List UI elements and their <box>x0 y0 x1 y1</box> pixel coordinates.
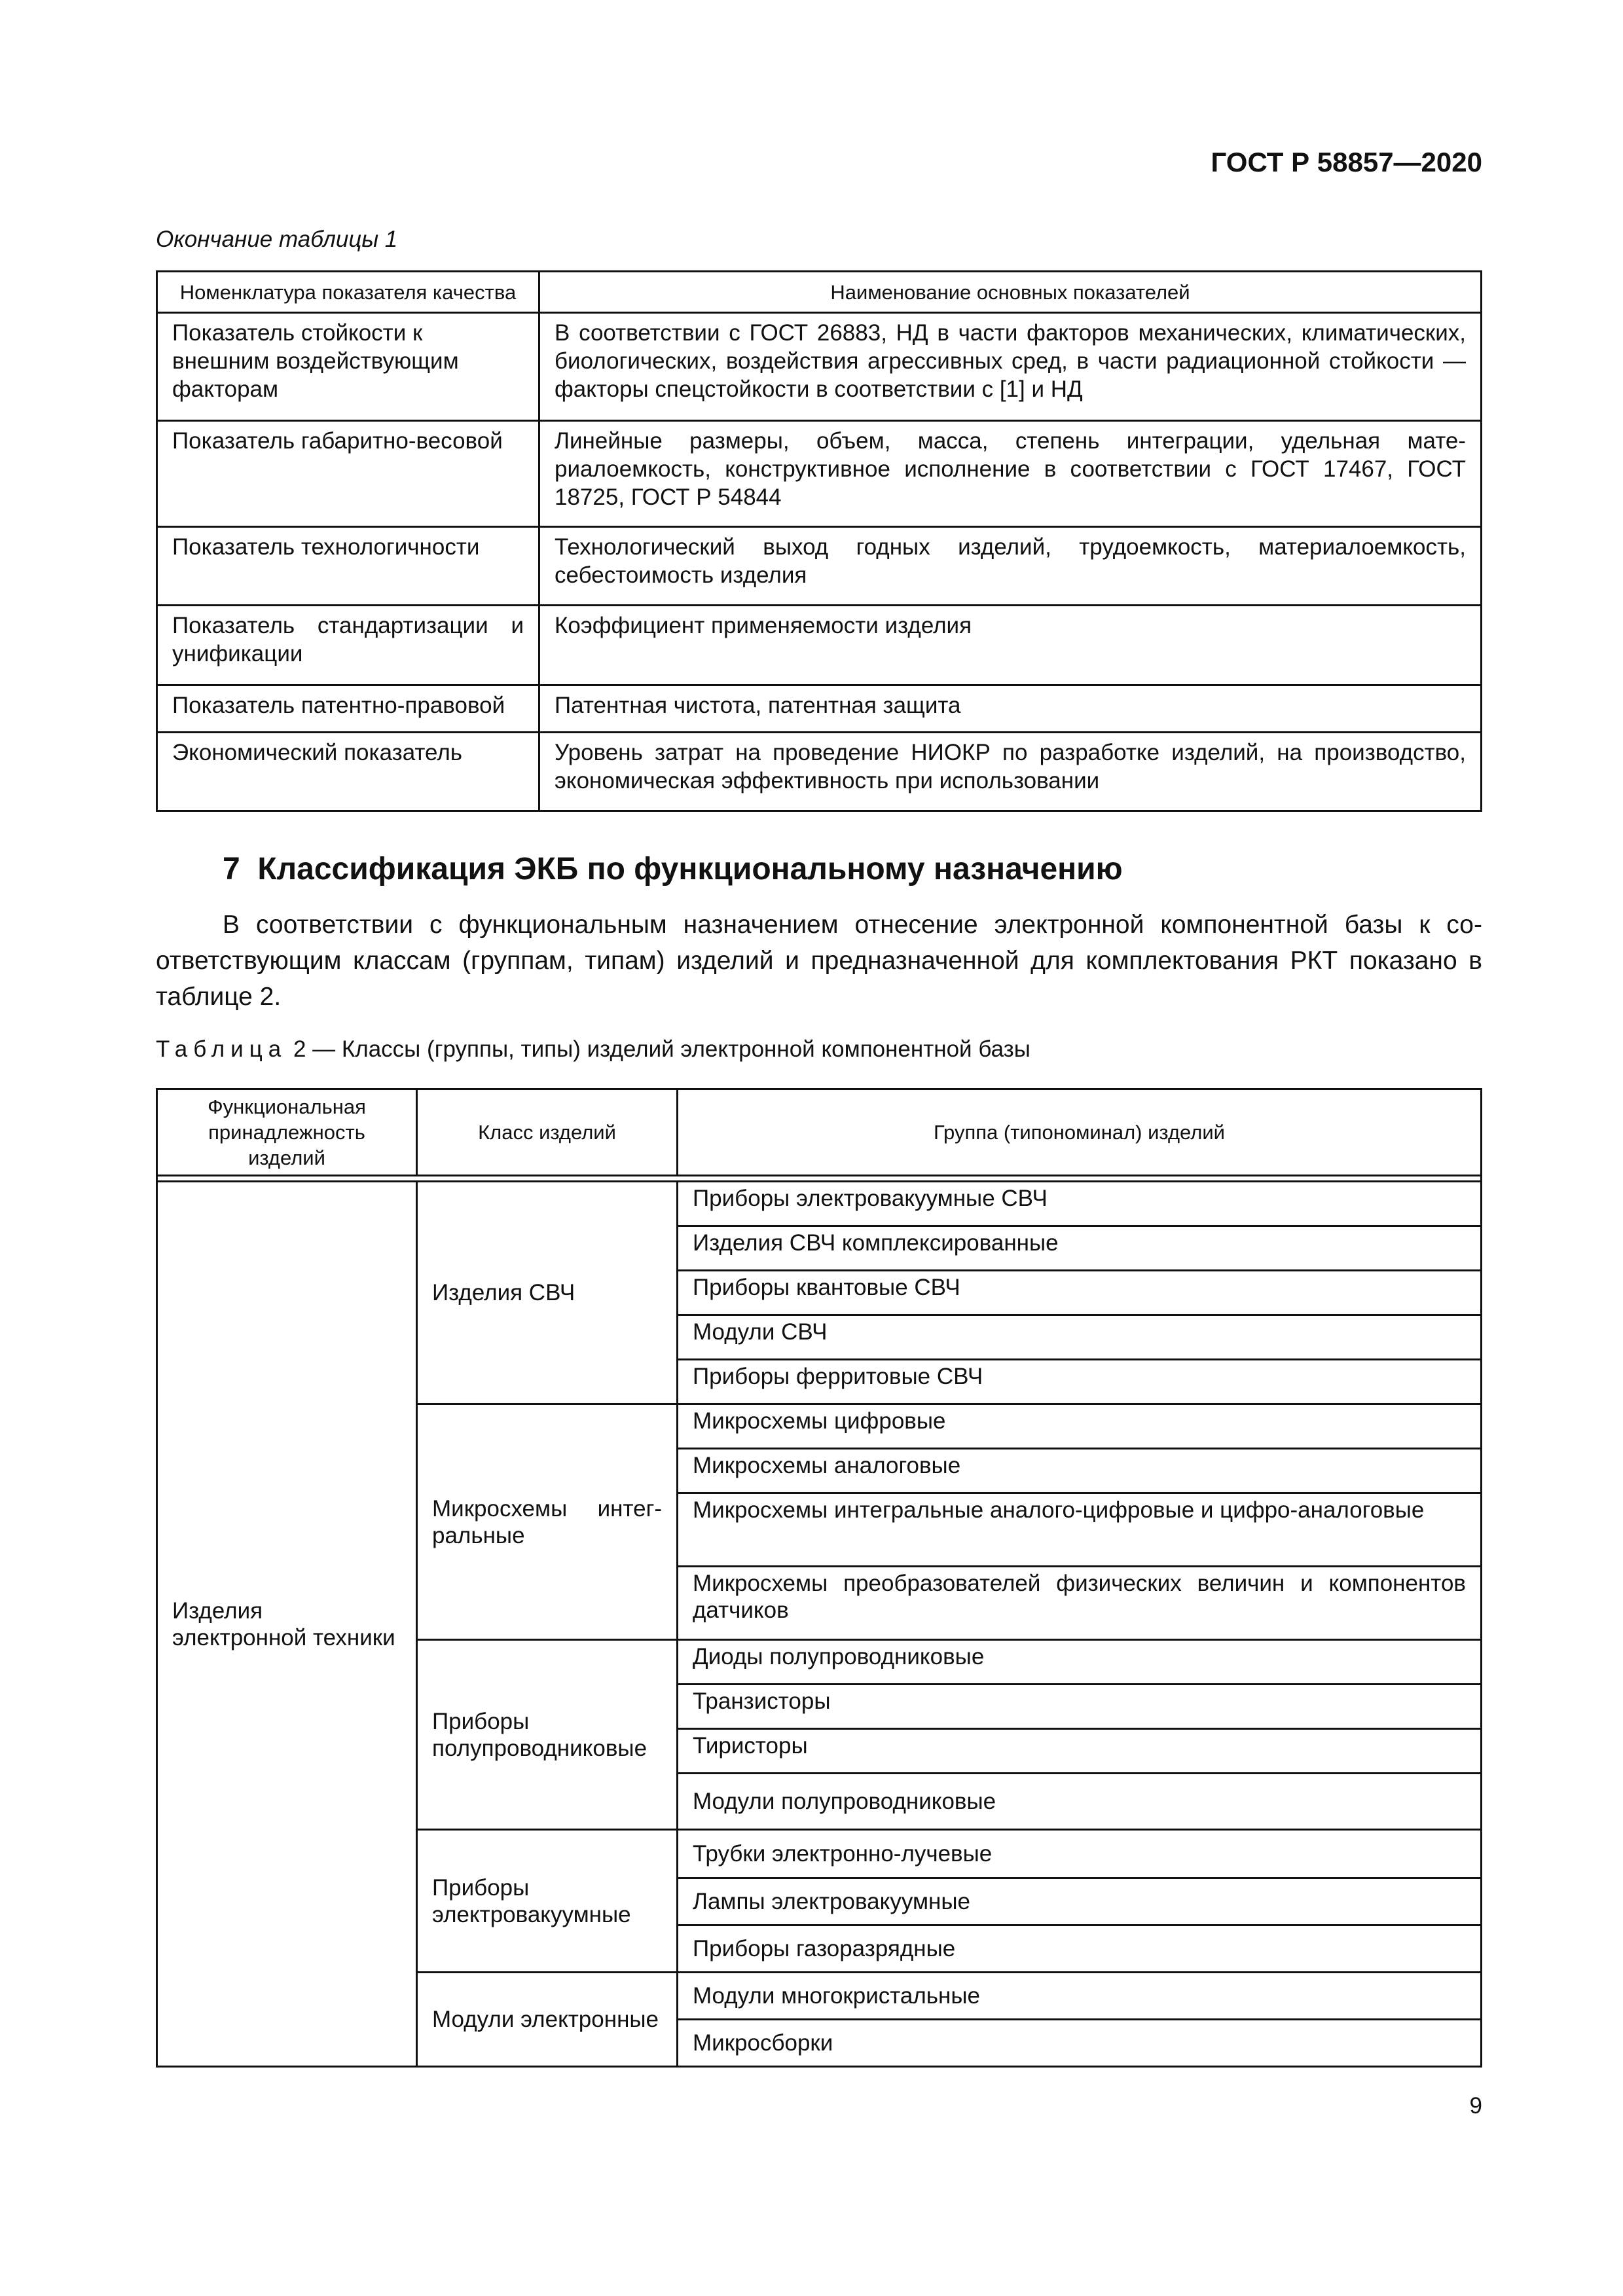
table2-header-row <box>157 1089 1482 1176</box>
table-row <box>157 527 1482 606</box>
table-row <box>157 313 1482 421</box>
class-cell: Микросхемы интегральные <box>417 1404 678 1640</box>
table2-caption-text: 2 — Классы (группы, типы) изделий электронной компонентной базы <box>293 1036 1030 1062</box>
indicator-value: Уровень затрат на проведение НИОКР по разработке изделий, на производство, экономическая эффективность при использовании <box>539 733 1482 811</box>
group-cell: Микросхемы цифровые <box>678 1404 1482 1449</box>
group-cell: Приборы газоразрядные <box>678 1925 1482 1973</box>
group-cell: Микросхемы аналоговые <box>678 1449 1482 1493</box>
table-row <box>157 733 1482 811</box>
section-title: 7 Классификация ЭКБ по функциональному назначению <box>223 852 1123 886</box>
section-paragraph: В соответствии с функциональным назначением отнесение электронной компонентной базы к соответствующим классам (группам, типам) изделий и предназначенной для комплектования РКТ показано в таблице 2. <box>156 911 1482 1011</box>
group-cell: Модули полупроводниковые <box>678 1774 1482 1830</box>
table2-column-header: Функциональная принадлежность изделий <box>157 1089 417 1176</box>
table2-caption-label: Таблица <box>156 1036 287 1062</box>
table2-column-header: Класс изделий <box>417 1089 678 1176</box>
quality-indicators-table <box>156 270 1482 812</box>
indicator-name: Показатель стойкости к внешним воздействующим факторам <box>157 313 539 421</box>
group-cell: Приборы ферритовые СВЧ <box>678 1360 1482 1404</box>
indicator-value: Технологический выход годных изделий, трудоемкость, материалоемкость, себестоимость изделия <box>539 527 1482 606</box>
indicator-name: Показатель габаритно-весовой <box>157 421 539 527</box>
table-row <box>157 1182 1482 1226</box>
class-cell: Изделия СВЧ <box>417 1182 678 1404</box>
group-cell: Приборы электровакуумные СВЧ <box>678 1182 1482 1226</box>
group-cell: Микросхемы интегральные аналого-цифровые и цифро-аналоговые <box>678 1493 1482 1567</box>
indicator-value: Коэффициент применяемости изделия <box>539 606 1482 685</box>
group-cell: Изделия СВЧ комплексированные <box>678 1226 1482 1271</box>
class-cell: Приборы полупроводниковые <box>417 1640 678 1830</box>
page-number: 9 <box>1469 2093 1482 2119</box>
indicator-name: Показатель стандартизации и унификации <box>157 606 539 685</box>
group-cell: Транзисторы <box>678 1685 1482 1729</box>
indicator-value: В соответствии с ГОСТ 26883, НД в части факторов механических, климатических, биологических, воздействия агрессивных сред, в части радиационной стойкости — факторы спецстойкости в соответствии с [1] и НД <box>539 313 1482 421</box>
table1-caption: Окончание таблицы 1 <box>156 227 398 252</box>
group-cell: Модули многокристальные <box>678 1973 1482 2020</box>
document-code: ГОСТ Р 58857—2020 <box>1211 147 1482 177</box>
indicator-name: Показатель патентно-правовой <box>157 685 539 733</box>
table2-column-header: Группа (типономинал) изделий <box>678 1089 1482 1176</box>
indicator-name: Экономический показатель <box>157 733 539 811</box>
group-cell: Трубки электронно-лучевые <box>678 1830 1482 1878</box>
group-cell: Приборы квантовые СВЧ <box>678 1271 1482 1315</box>
table-row <box>157 421 1482 527</box>
class-cell: Приборы электровакуумные <box>417 1830 678 1973</box>
indicator-value: Линейные размеры, объем, масса, степень интеграции, удельная материалоемкость, конструктивное исполнение в соответствии с ГОСТ 17467, ГОСТ 18725, ГОСТ Р 54844 <box>539 421 1482 527</box>
table1-column-header: Наименование основных показателей <box>539 272 1482 313</box>
group-cell: Лампы электровакуумные <box>678 1878 1482 1925</box>
ecb-classes-table <box>156 1088 1482 2068</box>
table-row <box>157 606 1482 685</box>
affiliation-cell: Изделия электронной техники <box>157 1182 417 2067</box>
group-cell: Диоды полупроводниковые <box>678 1640 1482 1685</box>
table2-double-rule <box>157 1176 1482 1182</box>
group-cell: Микросхемы преобразователей физических величин и компонентов датчиков <box>678 1567 1482 1640</box>
table1-column-header: Номенклатура показателя качества <box>157 272 539 313</box>
table1-header-row <box>157 272 1482 313</box>
class-cell: Модули электронные <box>417 1973 678 2067</box>
group-cell: Тиристоры <box>678 1729 1482 1774</box>
indicator-name: Показатель технологичности <box>157 527 539 606</box>
indicator-value: Патентная чистота, патентная защита <box>539 685 1482 733</box>
group-cell: Микросборки <box>678 2020 1482 2067</box>
table2-caption <box>156 1036 1030 1063</box>
group-cell: Модули СВЧ <box>678 1315 1482 1360</box>
table-row <box>157 685 1482 733</box>
